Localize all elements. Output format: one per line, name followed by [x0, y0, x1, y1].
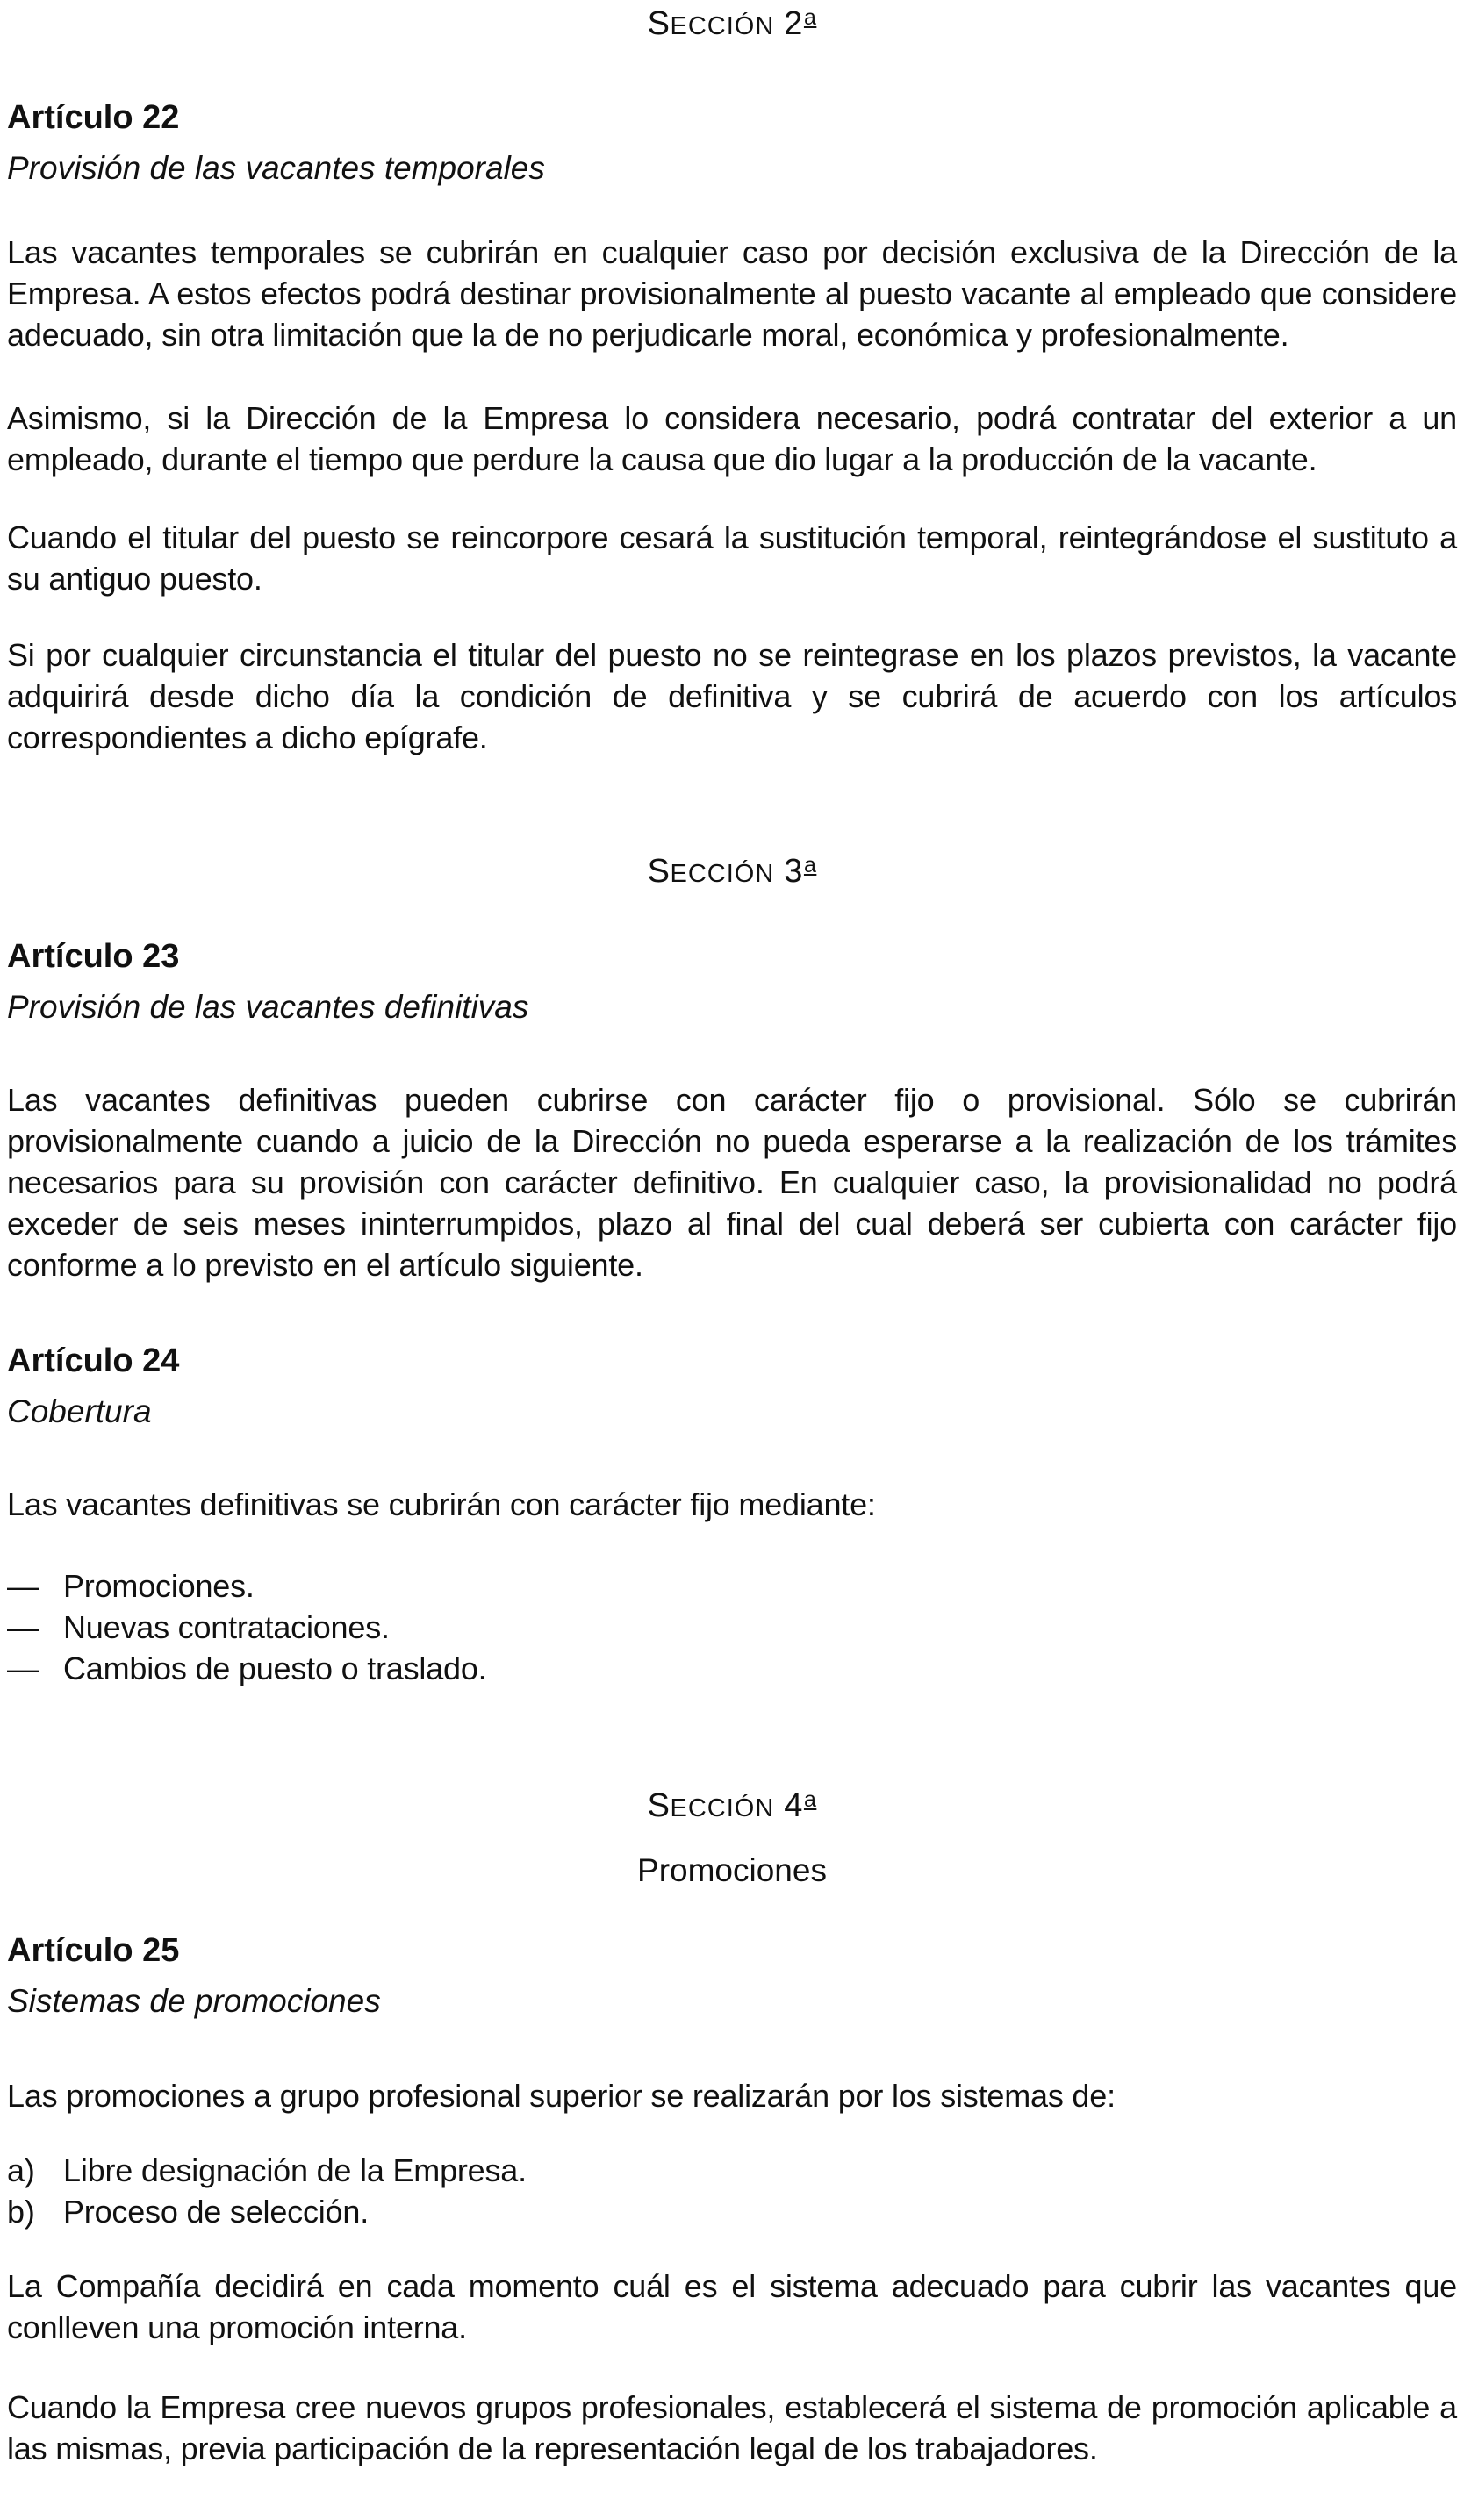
section-2-initial: S	[647, 5, 671, 42]
article-22-title: Artículo 22	[7, 99, 180, 136]
article-25-intro: Las promociones a grupo profesional superior se realizarán por los sistemas de:	[7, 2078, 1116, 2114]
section-2-ordinal: a	[803, 5, 817, 30]
article-24-subtitle: Cobertura	[7, 1393, 152, 1429]
article-23-title: Artículo 23	[7, 938, 180, 975]
list-item	[7, 1648, 1457, 1689]
list-item-text: Cambios de puesto o traslado.	[63, 1650, 487, 1686]
article-24-list	[7, 1565, 1457, 1689]
article-25-paragraph-3: Cuando la Empresa cree nuevos grupos profesionales, establecerá el sistema de promoción aplicable a las mismas, previa participación de la representación legal de los trabajadores.	[7, 2389, 1457, 2466]
article-24-title: Artículo 24	[7, 1342, 180, 1379]
letter-marker: a)	[7, 2152, 35, 2188]
section-3-word: ECCIÓN	[670, 860, 775, 888]
list-item	[7, 1565, 1457, 1607]
list-item	[7, 1607, 1457, 1648]
list-item-text: Promociones.	[63, 1568, 255, 1604]
dash-bullet: —	[7, 1609, 39, 1645]
article-24-intro: Las vacantes definitivas se cubrirán con carácter fijo mediante:	[7, 1486, 876, 1522]
article-22-paragraph-2: Asimismo, si la Dirección de la Empresa lo considera necesario, podrá contratar del exterior a un empleado, durante el tiempo que perdure la causa que dio lugar a la producción de la vacante.	[7, 400, 1457, 477]
article-22-paragraph-1: Las vacantes temporales se cubrirán en cualquier caso por decisión exclusiva de la Dirección de la Empresa. A estos efectos podrá destinar provisionalmente al puesto vacante al empleado que considere adecuado, sin otra limitación que la de no perjudicarle moral, económica y profesionalmente.	[7, 234, 1457, 353]
section-3-initial: S	[647, 853, 671, 890]
section-2-number: 2	[784, 5, 803, 42]
list-item-text: Libre designación de la Empresa.	[63, 2152, 527, 2188]
article-23-subtitle: Provisión de las vacantes definitivas	[7, 989, 529, 1025]
section-4-number: 4	[784, 1787, 803, 1824]
article-22-paragraph-3: Cuando el titular del puesto se reincorpore cesará la sustitución temporal, reintegrándose el sustituto a su antiguo puesto.	[7, 519, 1457, 597]
article-22-paragraph-4: Si por cualquier circunstancia el titular del puesto no se reintegrase en los plazos previstos, la vacante adquirirá desde dicho día la condición de definitiva y se cubrirá de acuerdo con los artículos correspondientes a dicho epígrafe.	[7, 637, 1457, 755]
article-25-title: Artículo 25	[7, 1932, 180, 1969]
article-25-list	[7, 2150, 1457, 2232]
section-4-heading	[7, 1787, 1457, 1828]
article-22-subtitle: Provisión de las vacantes temporales	[7, 150, 545, 186]
article-25-paragraph-2: La Compañía decidirá en cada momento cuál es el sistema adecuado para cubrir las vacantes que conlleven una promoción interna.	[7, 2268, 1457, 2345]
list-item	[7, 2191, 1457, 2232]
section-3-ordinal: a	[803, 853, 817, 877]
letter-marker: b)	[7, 2194, 35, 2230]
section-4-subtitle: Promociones	[637, 1852, 827, 1888]
list-item	[7, 2150, 1457, 2191]
section-3-heading	[7, 853, 1457, 893]
section-2-word: ECCIÓN	[670, 12, 775, 40]
section-4-initial: S	[647, 1787, 671, 1824]
section-4-word: ECCIÓN	[670, 1794, 775, 1822]
list-item-text: Proceso de selección.	[63, 2194, 369, 2230]
dash-bullet: —	[7, 1650, 39, 1686]
section-2-heading	[7, 5, 1457, 46]
section-3-number: 3	[784, 853, 803, 890]
article-23-paragraph-1: Las vacantes definitivas pueden cubrirse con carácter fijo o provisional. Sólo se cubrirán provisionalmente cuando a juicio de la Dirección no pueda esperarse a la realización de los trámites necesarios para su provisión con carácter definitivo. En cualquier caso, la provisionalidad no podrá exceder de seis meses ininterrumpidos, plazo al final del cual deberá ser cubierta con carácter fijo conforme a lo previsto en el artículo siguiente.	[7, 1082, 1457, 1283]
list-item-text: Nuevas contrataciones.	[63, 1609, 390, 1645]
dash-bullet: —	[7, 1568, 39, 1604]
section-4-ordinal: a	[803, 1787, 817, 1812]
article-25-subtitle: Sistemas de promociones	[7, 1983, 381, 2019]
